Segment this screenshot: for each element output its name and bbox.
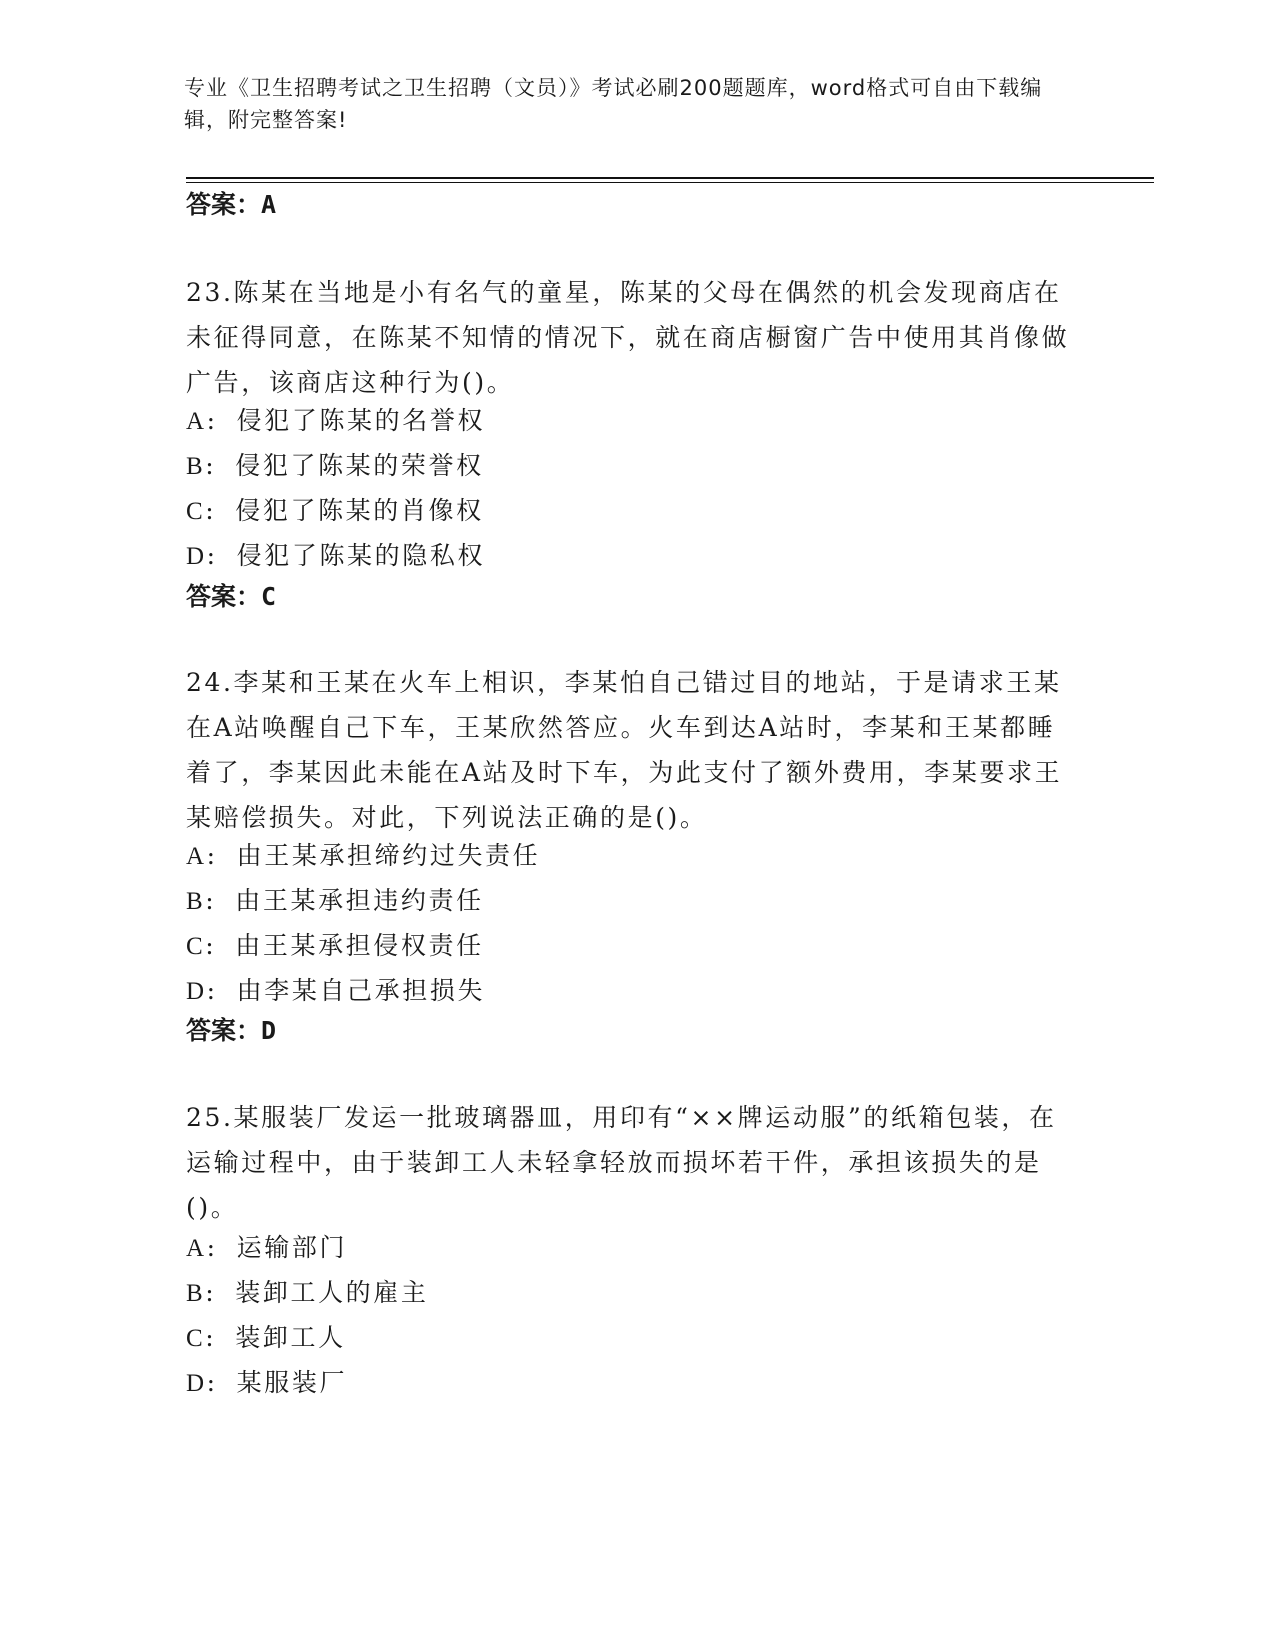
option-letter: C <box>186 498 206 525</box>
option-text: 由王某承担违约责任 <box>235 886 484 915</box>
option-separator: : <box>205 496 217 525</box>
option-d <box>186 968 1076 1013</box>
option-separator: : <box>206 541 218 570</box>
question-25-options <box>186 1225 1076 1405</box>
option-b <box>186 443 1076 488</box>
document-header-note: 专业《卫生招聘考试之卫生招聘（文员）》考试必刷200题题库，word格式可自由下载编辑，附完整答案! <box>184 76 1043 132</box>
answer-24 <box>186 1014 276 1048</box>
option-letter: D <box>186 543 207 570</box>
answer-value: D <box>261 1016 277 1045</box>
option-letter: A <box>186 1235 207 1262</box>
question-24-options <box>186 833 1076 1013</box>
answer-prev <box>186 188 276 222</box>
option-separator: : <box>206 841 218 870</box>
option-letter: C <box>186 1325 206 1352</box>
option-letter: A <box>186 408 207 435</box>
option-a <box>186 1225 1076 1270</box>
option-text: 装卸工人 <box>235 1323 346 1352</box>
option-letter: A <box>186 843 207 870</box>
option-letter: B <box>186 453 206 480</box>
option-letter: B <box>186 1280 206 1307</box>
option-separator: : <box>205 931 217 960</box>
option-c <box>186 923 1076 968</box>
option-separator: : <box>206 976 218 1005</box>
option-text: 由王某承担缔约过失责任 <box>236 841 541 870</box>
answer-value: A <box>261 190 277 219</box>
option-text: 侵犯了陈某的肖像权 <box>235 496 484 525</box>
question-24-stem: 24.李某和王某在火车上相识，李某怕自己错过目的地站，于是请求王某在A站唤醒自己下车，王某欣然答应。火车到达A站时，李某和王某都睡着了，李某因此未能在A站及时下车，为此支付了额外费用，李某要求王某赔偿损失。对此，下列说法正确的是()。 <box>186 668 1063 832</box>
option-text: 侵犯了陈某的隐私权 <box>236 541 486 570</box>
header-divider-thin <box>186 182 1154 183</box>
option-separator: : <box>206 1368 218 1397</box>
option-letter: C <box>186 933 206 960</box>
option-text: 装卸工人的雇主 <box>235 1278 429 1307</box>
option-text: 某服装厂 <box>236 1368 348 1397</box>
option-b <box>186 1270 1076 1315</box>
option-text: 侵犯了陈某的荣誉权 <box>235 451 484 480</box>
option-text: 由李某自己承担损失 <box>236 976 486 1005</box>
option-letter: D <box>186 978 207 1005</box>
question-25-stem: 25.某服装厂发运一批玻璃器皿，用印有“××牌运动服”的纸箱包装，在运输过程中，由于装卸工人未轻拿轻放而损坏若干件，承担该损失的是()。 <box>186 1103 1057 1222</box>
answer-23 <box>186 580 276 614</box>
option-separator: : <box>205 1278 217 1307</box>
answer-label: 答案： <box>186 1016 262 1045</box>
option-c <box>186 488 1076 533</box>
answer-label: 答案： <box>186 190 262 219</box>
option-separator: : <box>206 406 218 435</box>
question-23-stem: 23.陈某在当地是小有名气的童星，陈某的父母在偶然的机会发现商店在未征得同意，在陈某不知情的情况下，就在商店橱窗广告中使用其肖像做广告，该商店这种行为()。 <box>186 278 1070 397</box>
option-a <box>186 833 1076 878</box>
option-c <box>186 1315 1076 1360</box>
option-letter: B <box>186 888 206 915</box>
option-letter: D <box>186 1370 207 1397</box>
option-text: 运输部门 <box>236 1233 348 1262</box>
option-separator: : <box>206 1233 218 1262</box>
option-text: 侵犯了陈某的名誉权 <box>236 406 486 435</box>
option-b <box>186 878 1076 923</box>
option-a <box>186 398 1076 443</box>
answer-value: C <box>261 582 277 611</box>
option-separator: : <box>205 451 217 480</box>
question-23-options <box>186 398 1076 578</box>
option-separator: : <box>205 1323 217 1352</box>
option-d <box>186 1360 1076 1405</box>
header-divider-thick <box>186 177 1154 179</box>
option-d <box>186 533 1076 578</box>
option-separator: : <box>205 886 217 915</box>
option-text: 由王某承担侵权责任 <box>235 931 484 960</box>
answer-label: 答案： <box>186 582 262 611</box>
